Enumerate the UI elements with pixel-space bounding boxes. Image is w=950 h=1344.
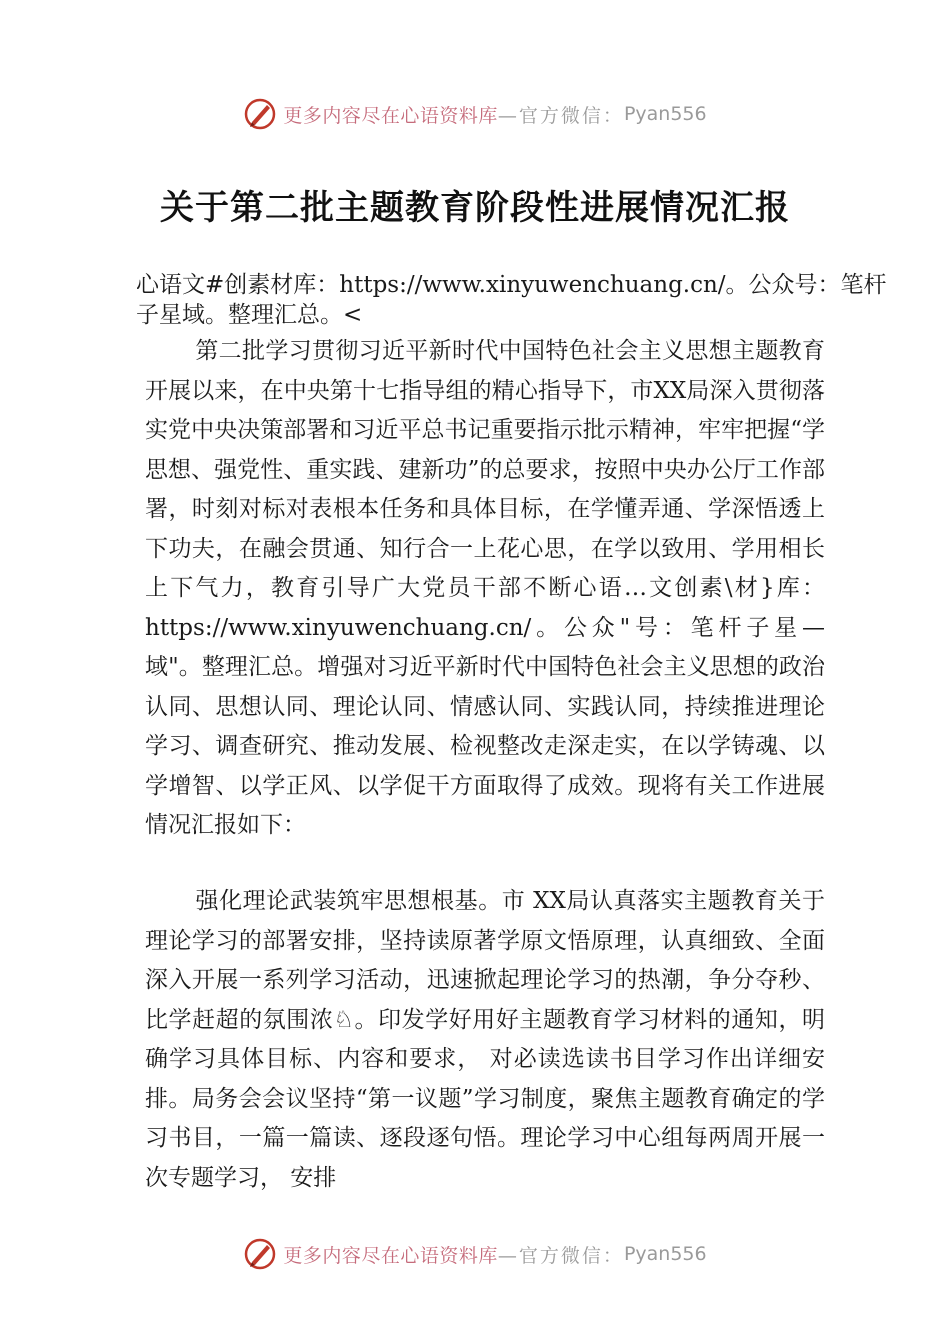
banner-text: 更多内容尽在心语资料库: [283, 104, 498, 127]
paragraph-1-text: 第二批学习贯彻习近平新时代中国特色社会主义思想主题教育开展以来，在中央第十七指导组的精心指导下，市XX局深入贯彻落实党中央决策部署和习近平总书记重要指示批示精神，牢牢把握“学思想、强党性、重实践、建新功”的总要求，按照中央办公厅工作部署，时刻对标对表根本任务和具体目标，在学懂弄通、学深悟透上下功夫，在融会贯通、知行合一上花心思，在学以致用、学用相长上下气力，教育引导广大党员干部不断心语…文创素\材}库：https://www.xinyuwenchuang.cn/。公众"号：笔杆子星—域"。整理汇总。增强对习近平新时代中国特色社会主义思想的政治认同、思想认同、理论认同、情感认同、实践认同，持续推进理论学习、调查研究、推动发展、检视整改走深走实，在以学铸魂、以学增智、以学正风、以学促干方面取得了成效。现将有关工作进展情况汇报如下：: [145, 338, 825, 838]
banner-separator: —官方微信：: [497, 104, 624, 127]
body-paragraph-2: [145, 882, 825, 1198]
pen-logo-icon: [243, 97, 277, 131]
banner-separator: —官方微信：: [497, 1244, 624, 1267]
body-paragraph-1: [145, 332, 825, 846]
pen-logo-icon: [243, 1237, 277, 1271]
paragraph-2-text: 强化理论武装筑牢思想根基。市 XX局认真落实主题教育关于理论学习的部署安排，坚持读原著学原文悟原理，认真细致、全面深入开展一系列学习活动，迅速掀起理论学习的热潮，争分夺秒、比学赶超的氛围浓♘。印发学好用好主题教育学习材料的通知，明确学习具体目标、内容和要求， 对必读选读书目学习作出详细安排。局务会会议坚持“第一议题”学习制度，聚焦主题教育确定的学习书目，一篇一篇读、逐段逐句悟。理论学习中心组每两周开展一次专题学习， 安排: [145, 888, 825, 1191]
header-banner: [0, 92, 950, 136]
banner-text: 更多内容尽在心语资料库: [283, 1244, 498, 1267]
footer-banner: [0, 1232, 950, 1276]
document-title: 关于第二批主题教育阶段性进展情况汇报: [160, 188, 790, 228]
banner-wechat-id: Pyan556: [623, 103, 707, 125]
source-note: 心语文#创素材库：https://www.xinyuwenchuang.cn/。公众号：笔杆子星域。整理汇总。<: [136, 272, 887, 328]
banner-wechat-id: Pyan556: [623, 1243, 707, 1265]
